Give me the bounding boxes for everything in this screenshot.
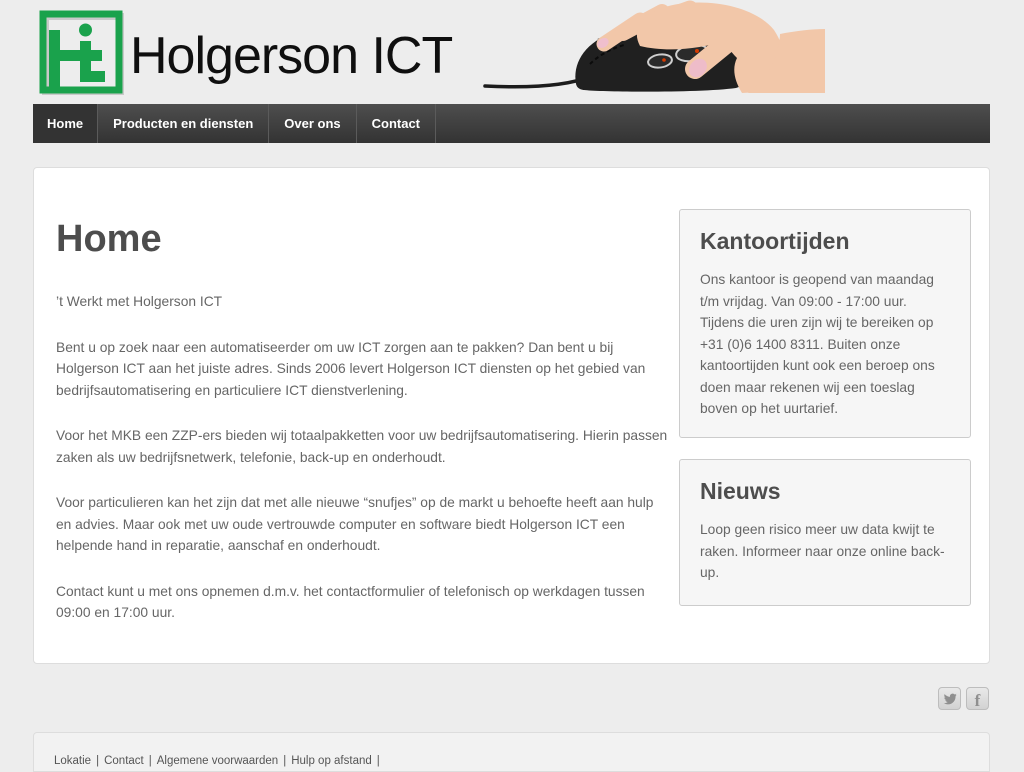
- footer-separator: |: [283, 755, 287, 767]
- paragraph: Contact kunt u met ons opnemen d.m.v. het contactformulier of telefonisch op werkdagen tussen 09:00 en 17:00 uur.: [56, 583, 645, 620]
- facebook-button[interactable]: [966, 687, 989, 710]
- nav-item-producten-en-diensten[interactable]: Producten en diensten: [98, 104, 269, 143]
- footer-separator: |: [148, 755, 152, 767]
- paragraph: Voor het MKB een ZZP-ers bieden wij totaalpakketten voor uw bedrijfsautomatisering. Hierin passen zaken als uw bedrijfsnetwerk, telefonie, back-up en onderhoudt.: [56, 428, 668, 465]
- sidebar-box-text: Loop geen risico meer uw data kwijt te raken. Informeer naar onze online back-up.: [700, 522, 945, 580]
- footer-link-contact[interactable]: Contact: [104, 755, 144, 767]
- nav-item-contact[interactable]: Contact: [357, 104, 436, 143]
- content-panel: [33, 167, 990, 664]
- paragraph: Bent u op zoek naar een automatiseerder om uw ICT zorgen aan te pakken? Dan bent u bij Holgerson ICT aan het juiste adres. Sinds 2006 levert Holgerson ICT diensten op het gebied van bedrijfsautomatisering en particuliere ICT dienstverlening.: [56, 339, 646, 398]
- main-column: [56, 168, 668, 624]
- footer-link-algemene-voorwaarden[interactable]: Algemene voorwaarden: [156, 755, 279, 767]
- sidebar-box-kantoortijden: [679, 209, 971, 438]
- paragraph: Voor particulieren kan het zijn dat met alle nieuwe “snufjes” op de markt u behoefte heeft aan hulp en advies. Maar ook met uw oude vertrouwde computer en software biedt Holgerson ICT een helpende hand in reparatie, aanschaf en onderhoudt.: [56, 495, 654, 553]
- social-buttons: [938, 687, 989, 710]
- footer-link-hulp-op-afstand[interactable]: Hulp op afstand: [291, 755, 372, 767]
- header: [0, 0, 1024, 104]
- nav-item-home[interactable]: Home: [33, 104, 98, 143]
- company-logo-icon[interactable]: [38, 9, 124, 95]
- mouse-hand-photo: [480, 0, 825, 93]
- sidebar-box-title: Nieuws: [700, 478, 781, 504]
- footer-link-lokatie[interactable]: Lokatie: [54, 755, 92, 767]
- sidebar-box-nieuws: [679, 459, 971, 606]
- footer-separator: |: [376, 755, 380, 767]
- facebook-icon: f: [974, 691, 981, 710]
- site-title: Holgerson ICT: [130, 27, 453, 85]
- nav-item-over-ons[interactable]: Over ons: [269, 104, 356, 143]
- sidebar-box-text: Ons kantoor is geopend van maandag t/m vrijdag. Van 09:00 - 17:00 uur. Tijdens die uren zijn wij te bereiken op +31 (0)6 1400 8311. Buiten onze kantoortijden kunt ook een beroep ons doen maar rekenen wij een toeslag boven op het uurtarief.: [700, 272, 935, 416]
- twitter-icon: [943, 692, 957, 706]
- twitter-button[interactable]: [938, 687, 961, 710]
- page-title: Home: [56, 218, 162, 260]
- footer-separator: |: [96, 755, 100, 767]
- intro-line: ’t Werkt met Holgerson ICT: [56, 294, 223, 309]
- footer-links: [54, 755, 385, 767]
- footer: [33, 732, 990, 772]
- main-navigation: [33, 104, 990, 143]
- sidebar-box-title: Kantoortijden: [700, 228, 850, 254]
